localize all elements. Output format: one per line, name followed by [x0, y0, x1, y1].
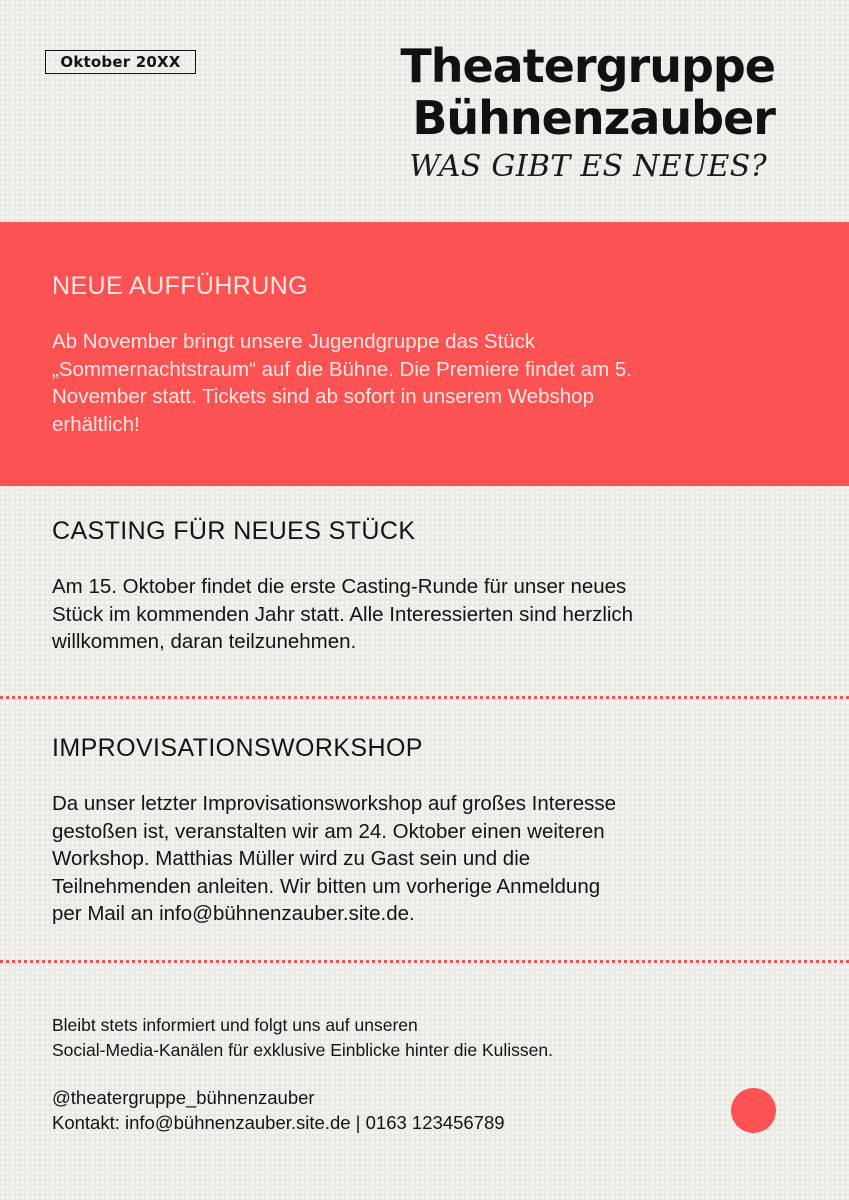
body-line: November statt. Tickets sind ab sofort in unserem Webshop	[52, 385, 594, 408]
section-heading-improvisationsworkshop: IMPROVISATIONSWORKSHOP	[52, 734, 423, 762]
date-badge: Oktober 20XX	[45, 50, 196, 74]
social-handle: @theatergruppe_bühnenzauber	[52, 1087, 315, 1108]
footer-info-line: Social-Media-Kanälen für exklusive Einblicke hinter die Kulissen.	[52, 1039, 553, 1060]
body-line: Da unser letzter Improvisationsworkshop auf großes Interesse	[52, 792, 617, 815]
body-line: „Sommernachtstraum“ auf die Bühne. Die Premiere findet am 5.	[52, 357, 632, 381]
section-body-improvisationsworkshop	[52, 790, 616, 928]
section-heading-casting: CASTING FÜR NEUES STÜCK	[52, 517, 416, 545]
body-line: gestoßen ist, veranstalten wir am 24. Oktober einen weiteren	[52, 819, 605, 843]
dotted-divider	[0, 696, 849, 699]
body-line: Workshop. Matthias Müller wird zu Gast sein und die	[52, 847, 531, 870]
body-line: per Mail an info@bühnenzauber.site.de.	[52, 902, 415, 925]
section-heading-neue-auffuehrung: NEUE AUFFÜHRUNG	[52, 272, 309, 300]
contact-line: Kontakt: info@bühnenzauber.site.de | 0163 123456789	[52, 1111, 505, 1133]
section-body-neue-auffuehrung	[52, 328, 632, 438]
footer-info	[52, 1013, 553, 1062]
body-line: willkommen, daran teilzunehmen.	[52, 630, 357, 653]
body-line: Ab November bringt unsere Jugendgruppe das Stück	[52, 330, 536, 353]
body-line: Stück im kommenden Jahr statt. Alle Interessierten sind herzlich	[52, 602, 634, 626]
decorative-red-dot	[731, 1088, 776, 1133]
dotted-divider	[0, 960, 849, 963]
footer-contact-block	[52, 1086, 505, 1135]
footer-info-line: Bleibt stets informiert und folgt uns auf unseren	[52, 1015, 418, 1035]
newsletter-title	[400, 40, 775, 144]
newsletter-subtitle: WAS GIBT ES NEUES?	[409, 149, 767, 184]
title-line-1: Theatergruppe	[400, 39, 775, 93]
body-line: Teilnehmenden anleiten. Wir bitten um vorherige Anmeldung	[52, 874, 601, 898]
body-line: Am 15. Oktober findet die erste Casting-Runde für unser neues	[52, 575, 627, 598]
body-line: erhältlich!	[52, 412, 140, 436]
section-body-casting	[52, 573, 633, 656]
title-line-2: Bühnenzauber	[412, 91, 775, 145]
